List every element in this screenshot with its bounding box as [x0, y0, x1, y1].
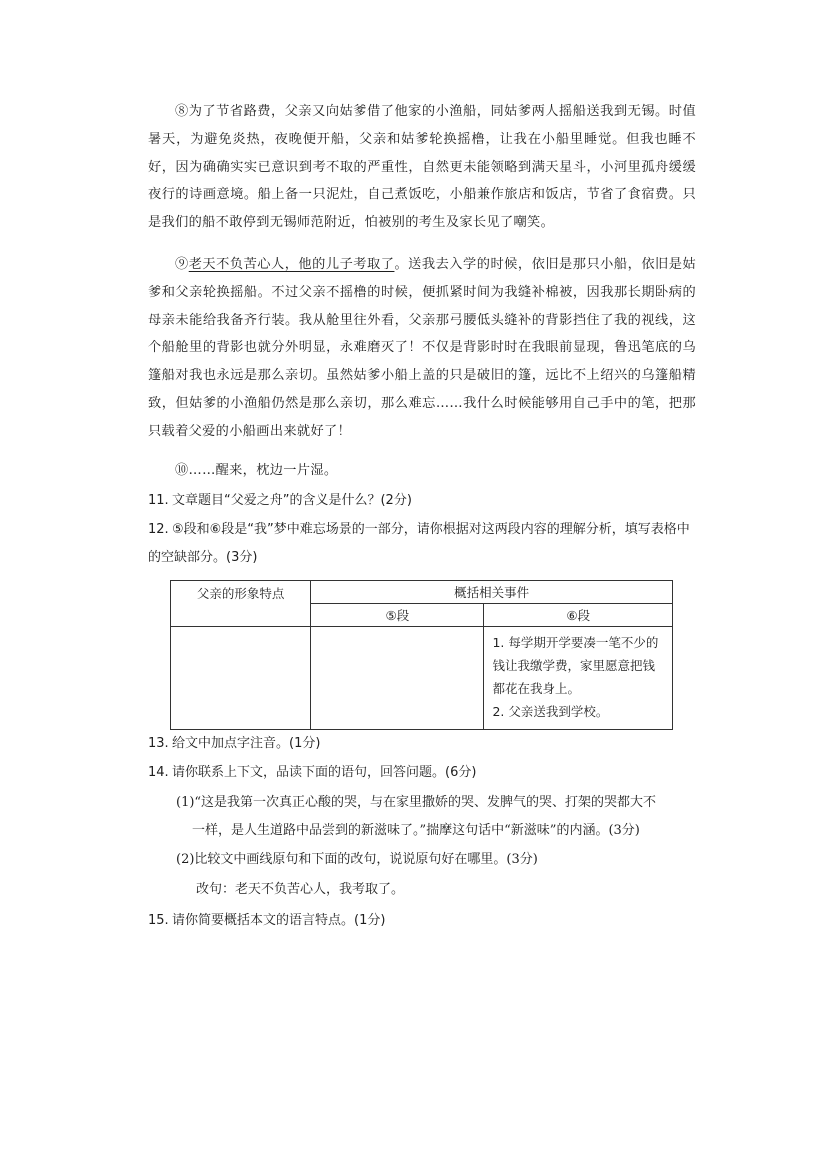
question-15 [148, 907, 696, 935]
question-14 [148, 759, 696, 787]
question-number: 15. [148, 913, 169, 928]
sub-question-1-line-b: 一样，是人生道路中品尝到的新滋味了。”揣摩这句话中“新滋味”的内涵。(3分) [192, 822, 640, 838]
question-12 [148, 516, 696, 571]
paragraph-10: ⑩……醒来，枕边一片湿。 [175, 463, 338, 478]
question-text: 文章题目“父爱之舟”的含义是什么？(2分) [172, 493, 412, 508]
paragraph-6-events-cell [484, 627, 673, 730]
header-paragraph-5: ⑤段 [311, 604, 484, 627]
answer-table [170, 580, 673, 730]
question-text: ⑤段和⑥段是“我”梦中难忘场景的一部分，请你根据对这两段内容的理解分析，填写表格中的空缺部分。(3分) [148, 522, 690, 565]
paragraph-8: ⑧为了节省路费，父亲又向姑爹借了他家的小渔船，同姑爹两人摇船送我到无锡。时值暑天，为避免炎热，夜晚便开船，父亲和姑爹轮换摇橹，让我在小船里睡觉。但我也睡不好，因为确确实实已意识到考不取的严重性，自然更未能领略到满天星斗，小河里孤舟缓缓夜行的诗画意境。船上备一只泥灶，自己煮饭吃，小船兼作旅店和饭店，节省了食宿费。只是我们的船不敢停到无锡师范附近，怕被别的考生及家长见了嘲笑。 [148, 104, 696, 231]
blank-paragraph-5-cell [311, 627, 484, 730]
question-11 [148, 487, 696, 515]
sub-question-1 [176, 789, 696, 845]
header-related-events: 概括相关事件 [311, 581, 673, 604]
blank-traits-cell [171, 627, 311, 730]
paragraph-9-marker: ⑨ [175, 257, 189, 272]
question-number: 11. [148, 493, 169, 508]
question-text: 请你简要概括本文的语言特点。(1分) [172, 913, 386, 928]
question-text: 给文中加点字注音。(1分) [172, 736, 321, 751]
underlined-sentence: 老天不负苦心人，他的儿子考取了 [188, 257, 395, 272]
paragraph-9-rest: 。送我去入学的时候，依旧是那只小船，依旧是姑爹和父亲轮换摇船。不过父亲不摇橹的时候，便抓紧时间为我缝补棉被，因我那长期卧病的母亲未能给我备齐行装。我从舱里往外看，父亲那弓腰低头缝补的背影挡住了我的视线，这个船舱里的背影也就分外明显，永难磨灭了！不仅是背影时时在我眼前显现，鲁迅笔底的乌篷船对我也永远是那么亲切。虽然姑爹小船上盖的只是破旧的篷，远比不上绍兴的乌篷船精致，但姑爹的小渔船仍然是那么亲切，那么难忘……我什么时候能够用自己手中的笔，把那只载着父爱的小船画出来就好了！ [148, 257, 697, 439]
header-paragraph-6: ⑥段 [484, 604, 673, 627]
sub-question-1-line-a: (1)“这是我第一次真正心酸的哭，与在家里撒娇的哭、发脾气的哭、打架的哭都大不 [176, 795, 657, 810]
question-13 [148, 730, 696, 758]
sub-question-2: (2)比较文中画线原句和下面的改句，说说原句好在哪里。(3分) [176, 852, 538, 867]
event-item-1: 1. 每学期开学要凑一笔不少的钱让我缴学费，家里愿意把钱都花在我身上。 [492, 635, 659, 696]
question-number: 14. [148, 765, 169, 780]
event-item-2: 2. 父亲送我到学校。 [492, 704, 609, 719]
revised-sentence: 改句：老天不负苦心人，我考取了。 [196, 882, 405, 897]
header-father-traits: 父亲的形象特点 [171, 581, 311, 627]
paragraph-9 [148, 251, 696, 446]
question-number: 13. [148, 736, 169, 751]
question-number: 12. [148, 522, 169, 537]
question-text: 请你联系上下文，品读下面的语句，回答问题。(6分) [172, 765, 477, 780]
